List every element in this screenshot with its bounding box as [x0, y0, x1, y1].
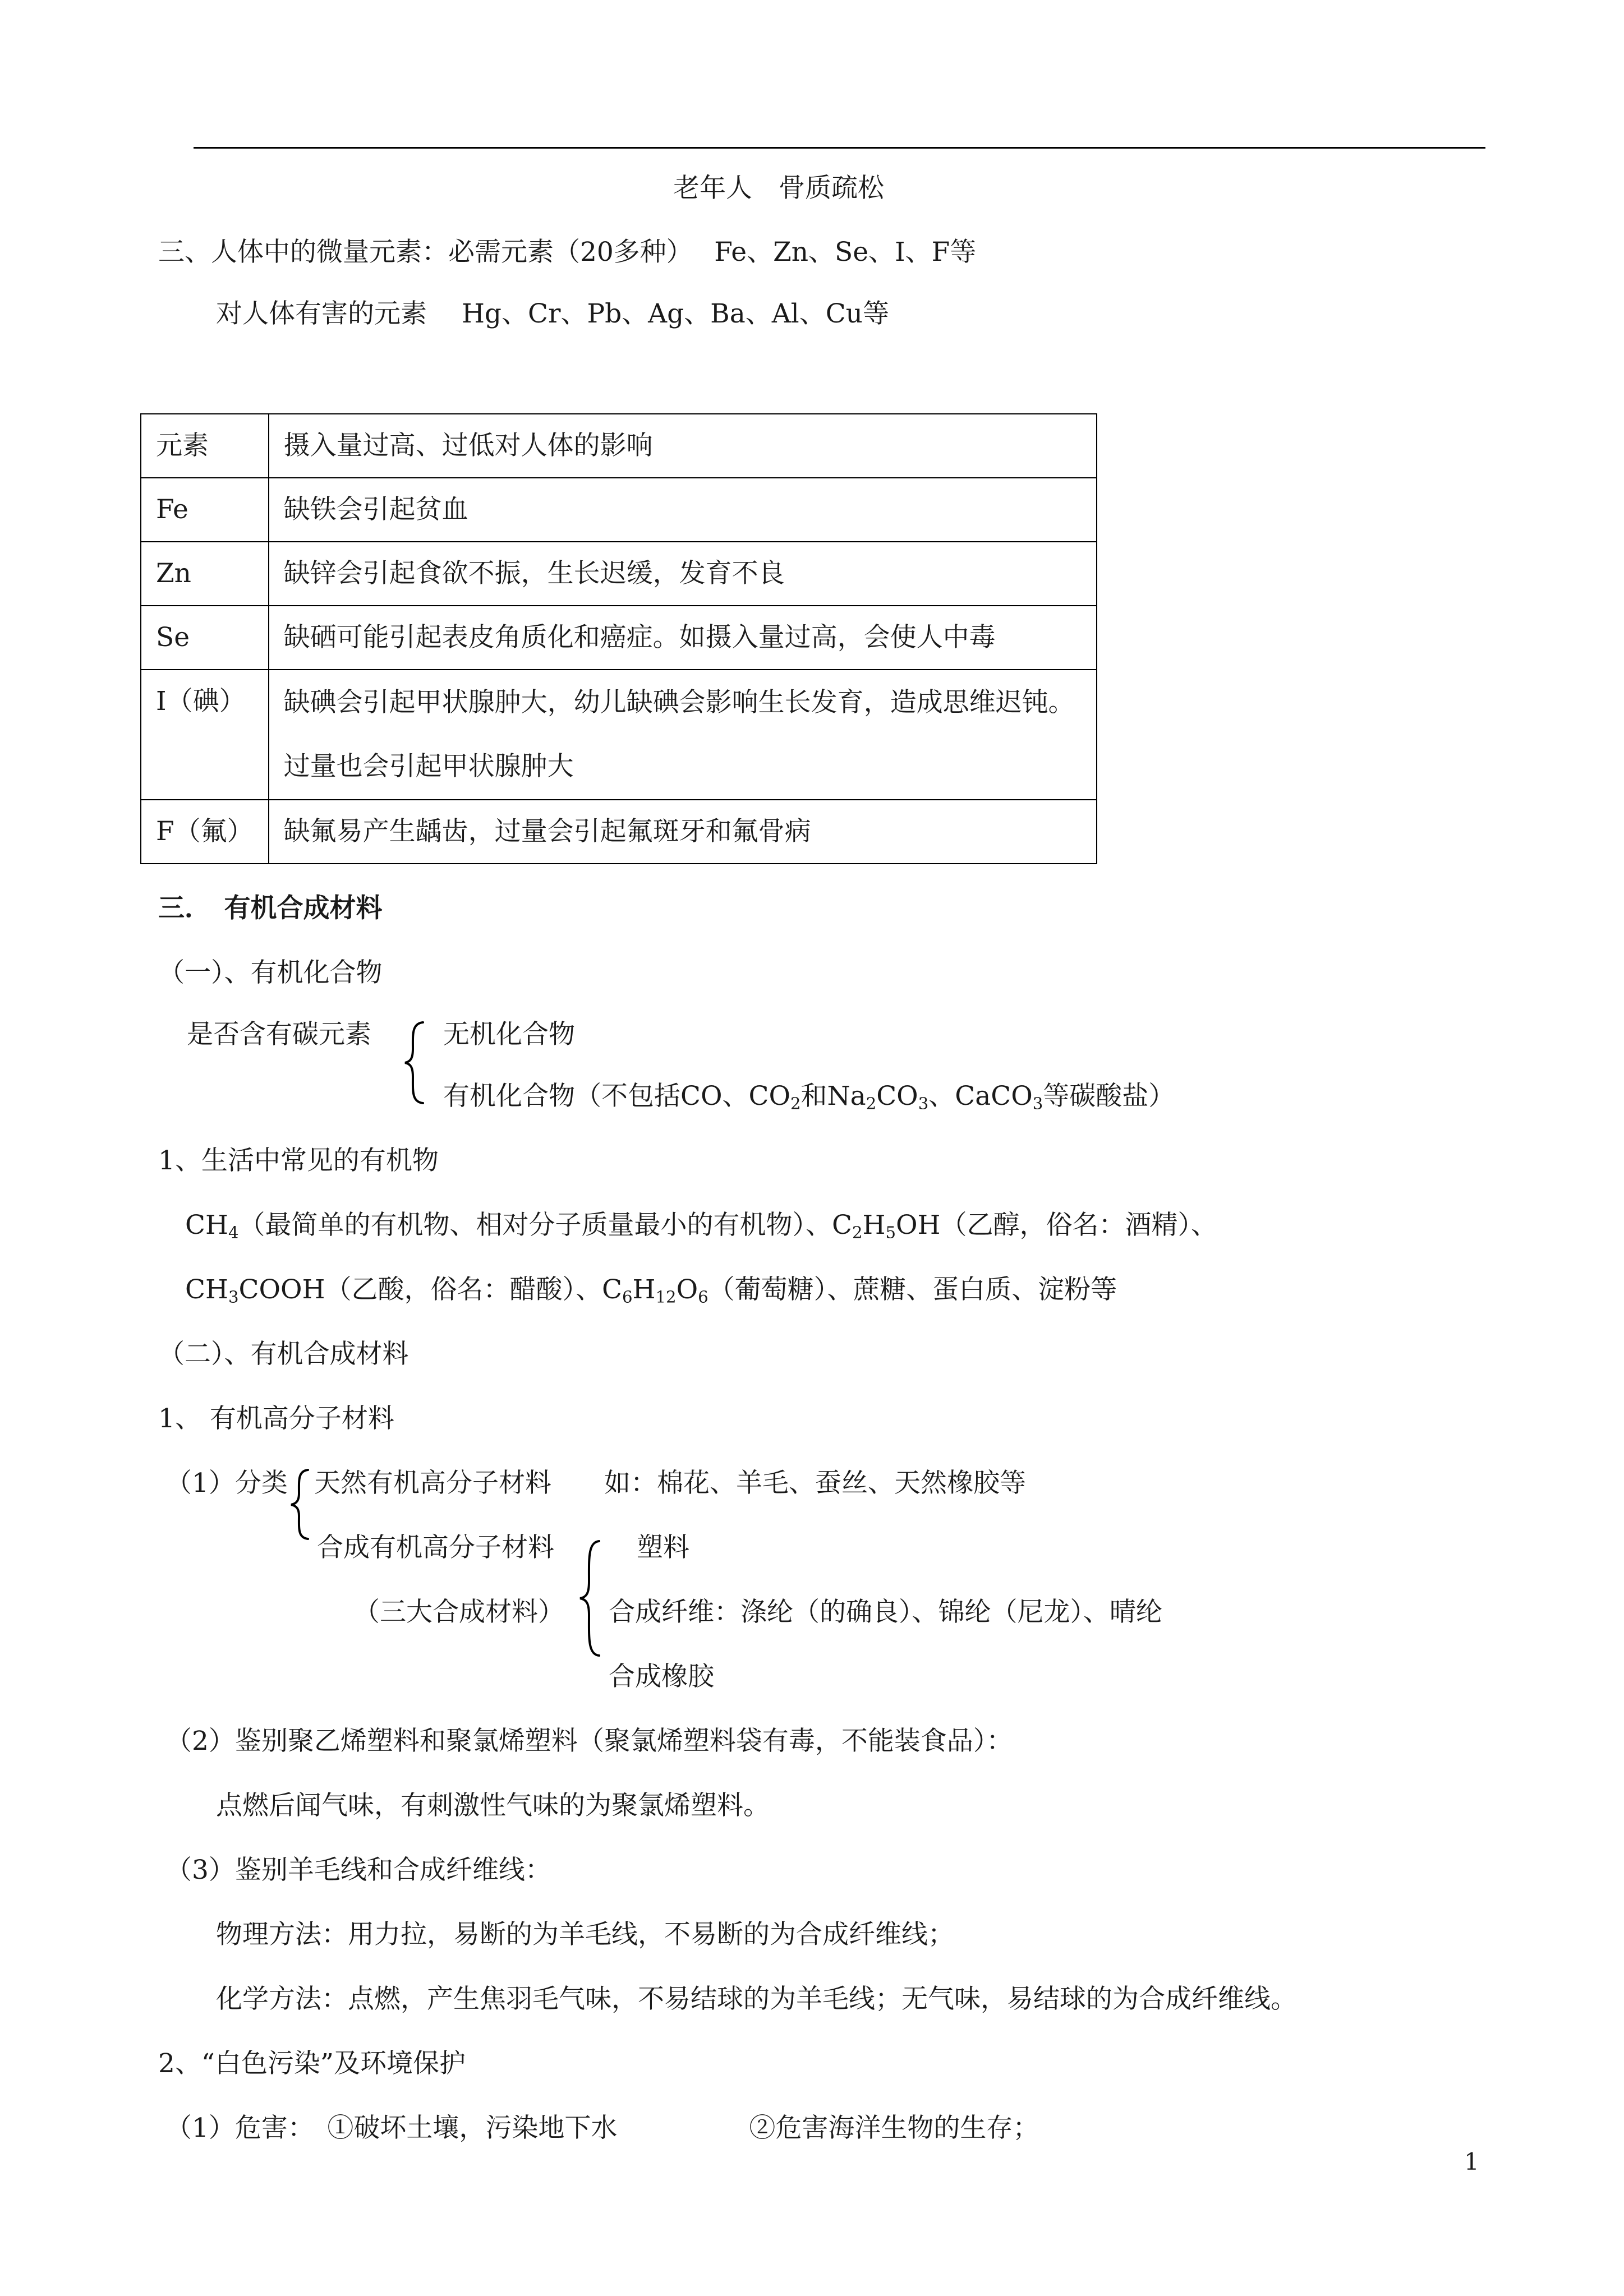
table-cell: I（碘）	[141, 670, 269, 800]
subsection-heading: （一）、有机化合物	[158, 957, 383, 988]
synthetic-rubber: 合成橡胶	[609, 1661, 714, 1692]
organics-line-2: $CH_3COOH$（乙酸，俗名：醋酸）、$C_6H_{12}O_6$（葡萄糖）、蔗糖、蛋白质、淀粉等	[185, 1274, 1117, 1307]
section-heading: 三． 有机合成材料	[158, 893, 383, 924]
page-number: 1	[1464, 2148, 1479, 2175]
table-cell: Se	[141, 606, 269, 670]
harmful-elements-line: 对人体有害的元素 Hg、Cr、Pb、Ag、Ba、Al、Cu等	[216, 298, 889, 329]
table-cell: 缺铁会引起贫血	[269, 478, 1097, 542]
header-rule	[194, 147, 1485, 149]
hazard-line: （1）危害： ①破坏土壤，污染地下水 ②危害海洋生物的生存；	[165, 2113, 1039, 2143]
table-header-row	[141, 414, 1097, 478]
table-header-cell: 摄入量过高、过低对人体的影响	[269, 414, 1097, 478]
item-heading: 1、生活中常见的有机物	[158, 1145, 439, 1176]
identify-plastic-heading: （2）鉴别聚乙烯塑料和聚氯烯塑料（聚氯烯塑料袋有毒，不能装食品）：	[165, 1726, 1013, 1756]
left-brace-icon	[402, 1018, 430, 1108]
table-cell: 缺碘会引起甲状腺肿大，幼儿缺碘会影响生长发育，造成思维迟钝。过量也会引起甲状腺肿大	[269, 670, 1097, 800]
left-brace-icon	[288, 1467, 316, 1542]
table-cell: 缺锌会引起食欲不振，生长迟缓，发育不良	[269, 542, 1097, 606]
table-cell: 缺硒可能引起表皮角质化和癌症。如摄入量过高，会使人中毒	[269, 606, 1097, 670]
white-pollution-heading: 2、“白色污染”及环境保护	[158, 2048, 466, 2079]
synthetic-fiber: 合成纤维：涤纶（的确良）、锦纶（尼龙）、晴纶	[609, 1597, 1162, 1628]
table-cell: Zn	[141, 542, 269, 606]
table-cell: Fe	[141, 478, 269, 542]
table-cell: F（氟）	[141, 800, 269, 864]
organic-compound: 有机化合物（不包括CO、$CO_2$和$Na_2CO_3$、CaCO$_3$等碳酸盐）	[443, 1081, 1175, 1113]
element-effects-table	[140, 413, 1097, 864]
item-heading: 1、 有机高分子材料	[158, 1403, 394, 1434]
table-row	[141, 606, 1097, 670]
classify-label: （1）分类	[165, 1468, 288, 1499]
identify-plastic-method: 点燃后闻气味，有刺激性气味的为聚氯烯塑料。	[216, 1790, 770, 1821]
table-row	[141, 478, 1097, 542]
three-synthetic-materials: （三大合成材料）	[353, 1597, 564, 1628]
table-row	[141, 800, 1097, 864]
chemical-method: 化学方法：点燃，产生焦羽毛气味，不易结球的为羊毛线；无气味，易结球的为合成纤维线。	[216, 1984, 1297, 2014]
inorganic-compound: 无机化合物	[443, 1019, 575, 1050]
identify-wool-heading: （3）鉴别羊毛线和合成纤维线：	[165, 1855, 551, 1885]
table-cell: 缺氟易产生龋齿，过量会引起氟斑牙和氟骨病	[269, 800, 1097, 864]
trace-elements-heading: 三、人体中的微量元素：必需元素（20多种） Fe、Zn、Se、I、F等	[158, 237, 977, 268]
subsection-heading: （二）、有机合成材料	[158, 1339, 409, 1370]
synthetic-polymer: 合成有机高分子材料	[317, 1532, 554, 1563]
physical-method: 物理方法：用力拉，易断的为羊毛线，不易断的为合成纤维线；	[216, 1919, 954, 1950]
left-brace-icon	[577, 1537, 606, 1660]
table-row	[141, 542, 1097, 606]
natural-polymer: 天然有机高分子材料 如：棉花、羊毛、蚕丝、天然橡胶等	[314, 1468, 1026, 1499]
page-header-title: 老年人 骨质疏松	[673, 173, 884, 204]
organics-line-1: $CH_4$（最简单的有机物、相对分子质量最小的有机物）、$C_2H_5OH$（乙醇，俗名：酒精）、	[185, 1210, 1218, 1242]
plastic: 塑料	[637, 1532, 689, 1563]
table-row	[141, 670, 1097, 800]
carbon-question: 是否含有碳元素	[187, 1019, 371, 1050]
table-header-cell: 元素	[141, 414, 269, 478]
